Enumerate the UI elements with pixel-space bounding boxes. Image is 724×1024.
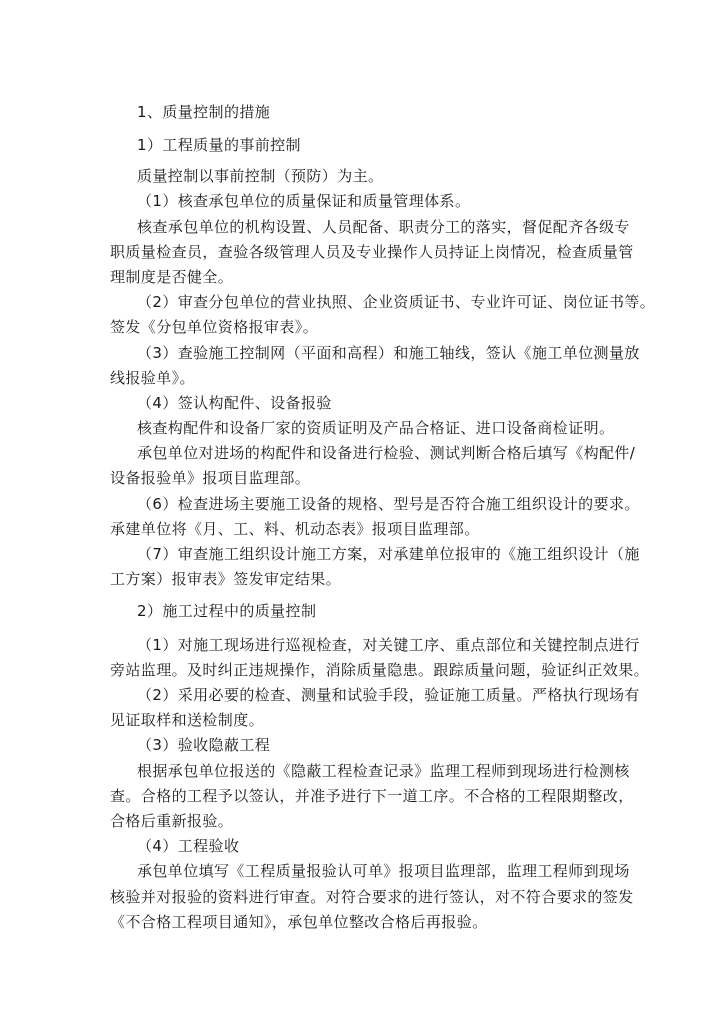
paragraph-line: 核查构配件和设备厂家的资质证明及产品合格证、进口设备商检证明。	[137, 419, 615, 437]
paragraph-line: 设备报验单》报项目监理部。	[110, 469, 311, 487]
paragraph-line: 承包单位填写《工程质量报验认可单》报项目监理部，监理工程师到现场	[137, 862, 630, 880]
paragraph-line: 承建单位将《月、工、料、机动态表》报项目监理部。	[110, 520, 480, 538]
paragraph-line: 查。合格的工程予以签认，并准予进行下一道工序。不合格的工程限期整改，	[110, 787, 634, 805]
paragraph-line: （3）查验施工控制网（平面和高程）和施工轴线，签认《施工单位测量放	[137, 344, 640, 362]
paragraph-line: 线报验单》。	[110, 369, 195, 387]
paragraph-line: 承包单位对进场的构配件和设备进行检验、测试判断合格后填写《构配件/	[137, 444, 636, 462]
paragraph-line: 职质量检查员，查验各级管理人员及专业操作人员持证上岗情况，检查质量管	[110, 243, 634, 261]
paragraph-line: 见证取样和送检制度。	[110, 711, 265, 729]
paragraph-line: 旁站监理。及时纠正违规操作，消除质量隐患。跟踪质量问题，验证纠正效果。	[110, 661, 650, 679]
paragraph-line: 根据承包单位报送的《隐蔽工程检查记录》监理工程师到现场进行检测核	[137, 762, 630, 780]
paragraph-line: （7）审查施工组织设计施工方案，对承建单位报审的《施工组织设计（施	[137, 545, 640, 563]
paragraph-line: （6）检查进场主要施工设备的规格、型号是否符合施工组织设计的要求。	[137, 495, 640, 513]
paragraph-line: （1）对施工现场进行巡视检查，对关键工序、重点部位和关键控制点进行	[137, 636, 640, 654]
paragraph-line: 质量控制以事前控制（预防）为主。	[137, 167, 384, 185]
paragraph-line: 合格后重新报验。	[110, 812, 234, 830]
subsection-heading-pre-control: 1）工程质量的事前控制	[137, 136, 301, 154]
paragraph-line: （2）审查分包单位的营业执照、企业资质证书、专业许可证、岗位证书等。	[137, 293, 656, 311]
paragraph-line: 核查承包单位的机构设置、人员配备、职责分工的落实，督促配齐各级专	[137, 218, 630, 236]
paragraph-line: 工方案）报审表》签发审定结果。	[110, 570, 342, 588]
paragraph-line: （4）工程验收	[137, 837, 240, 855]
paragraph-line: （2）采用必要的检查、测量和试验手段，验证施工质量。严格执行现场有	[137, 686, 640, 704]
paragraph-line: 《不合格工程项目通知》，承包单位整改合格后再报验。	[110, 913, 488, 931]
subsection-heading-process-control: 2）施工过程中的质量控制	[137, 602, 317, 620]
paragraph-line: 核验并对报验的资料进行审查。对符合要求的进行签认，对不符合要求的签发	[110, 888, 634, 906]
paragraph-line: （1）核查承包单位的质量保证和质量管理体系。	[137, 192, 471, 210]
section-heading-quality-measures: 1、质量控制的措施	[137, 103, 271, 121]
paragraph-line: （3）验收隐蔽工程	[137, 736, 271, 754]
paragraph-line: 签发《分包单位资格报审表》。	[110, 318, 319, 336]
paragraph-line: 理制度是否健全。	[110, 268, 234, 286]
paragraph-line: （4）签认构配件、设备报验	[137, 394, 332, 412]
